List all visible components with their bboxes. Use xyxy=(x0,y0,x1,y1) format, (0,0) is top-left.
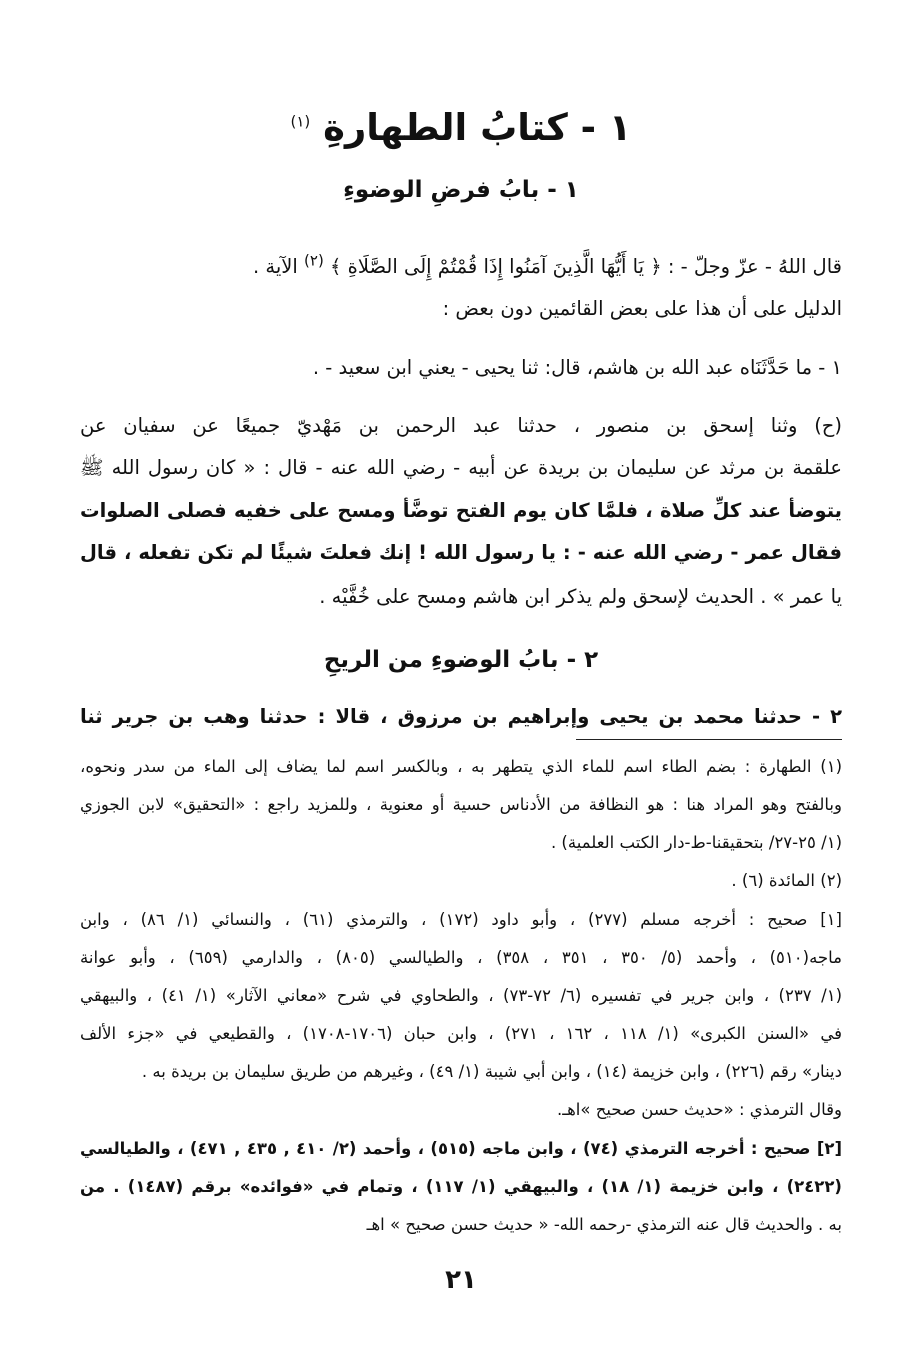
note-1-line: في «السنن الكبرى» (١/ ١١٨ ، ١٦٢ ، ٢٧١) ، وابن حبان (١٧٠٦-١٧٠٨) ، والقطيعي في «جزء الألف xyxy=(80,1024,842,1043)
note-2-line: [٢] صحيح : أخرجه الترمذي (٧٤) ، وابن ماجه (٥١٥) ، وأحمد (٢/ ٤١٠ , ٤٣٥ , ٤٧١) ، والطيالسي xyxy=(80,1139,842,1158)
note-1-line: وقال الترمذي : «حديث حسن صحيح »اهـ. xyxy=(557,1100,842,1119)
section-title-1: ١ - بابُ فرضِ الوضوءِ xyxy=(343,177,579,203)
book-page xyxy=(80,0,842,1372)
chapter-footnote-ref: (١) xyxy=(290,112,311,131)
page-number: ٢١ xyxy=(445,1265,477,1295)
chapter-title-text: ١ - كتابُ الطهارةِ xyxy=(323,106,632,149)
intro-line-2: الدليل على أن هذا على بعض القائمين دون بعض : xyxy=(442,297,842,320)
note-1-line: ماجه(٥١٠) ، وأحمد (٥/ ٣٥٠ ، ٣٥١ ، ٣٥٨) ، والطيالسي (٨٠٥) ، والدارمي (٦٥٩) ، وأبو عوانة xyxy=(80,948,842,967)
chapter-title xyxy=(80,98,842,158)
hadith-1-head: ١ - ما حَدَّثَنَاه عبد الله بن هاشم، قال: ثنا يحيى - يعني ابن سعيد - . xyxy=(312,356,842,379)
footnote-1-line: وبالفتح وهو المراد هنا : هو النظافة من الأدناس حسية أو معنوية ، وللمزيد راجع : «التحقيق» لابن الجوزي xyxy=(80,795,842,814)
note-1-line: دينار» رقم (٢٢٦) ، وابن خزيمة (١٤) ، وابن أبي شيبة (١/ ٤٩) ، وغيرهم من طريق سليمان بن بريدة به . xyxy=(141,1062,842,1081)
note-2-line: به . والحديث قال عنه الترمذي -رحمه الله- « حديث حسن صحيح » اهـ xyxy=(366,1215,842,1234)
footnote-1-line: (١/ ٢٥-٢٧/ بتحقيقنا-ط-دار الكتب العلمية) . xyxy=(550,833,842,852)
verse-line xyxy=(80,250,842,284)
note-2-line: (٢٤٢٢) ، وابن خزيمة (١/ ١٨) ، والبيهقي (١/ ١١٧) ، وتمام في «فوائده» برقم (١٤٨٧) . من xyxy=(80,1177,842,1196)
verse-end: الآية . xyxy=(253,255,298,278)
note-1-line: [١] صحيح : أخرجه مسلم (٢٧٧) ، وأبو داود (١٧٢) ، والترمذي (٦١) ، والنسائي (١/ ٨٦) ، وابن xyxy=(80,910,842,929)
hadith-1-line: يا عمر » . الحديث لإسحق ولم يذكر ابن هاشم ومسح على خُفَّيْه . xyxy=(319,585,842,608)
note-1-line: (١/ ٢٣٧) ، وابن جرير في تفسيره (٦/ ٧٢-٧٣) ، والطحاوي في شرح «معاني الآثار» (١/ ٤١) ، والبيهقي xyxy=(80,986,842,1005)
hadith-1-line: فقال عمر - رضي الله عنه - : يا رسول الله ! إنك فعلتَ شيئًا لم تكن تفعله ، قال xyxy=(80,541,842,564)
footnote-1-line: (١) الطهارة : بضم الطاء اسم للماء الذي يتطهر به ، وبالكسر اسم لما يضاف إلى الماء من سدر ونحوه، xyxy=(80,757,842,776)
hadith-1-line: (ح) وثنا إسحق بن منصور ، حدثنا عبد الرحمن بن مَهْديّ جميعًا عن سفيان عن xyxy=(80,414,842,437)
section-title-2: ٢ - بابُ الوضوءِ من الريحِ xyxy=(323,647,599,673)
verse-footnote-ref: (٢) xyxy=(304,251,324,270)
footnote-2: (٢) المائدة (٦) . xyxy=(731,871,842,890)
hadith-2-head: ٢ - حدثنا محمد بن يحيى وإبراهيم بن مرزوق ، قالا : حدثنا وهب بن جرير ثنا xyxy=(80,705,842,728)
verse-text: قال اللهُ - عزّ وجلّ - : ﴿ يَا أَيُّهَا الَّذِينَ آمَنُوا إِذَا قُمْتُمْ إِلَى الصَّلَاةِ ﴾ xyxy=(330,255,842,278)
hadith-1-line: علقمة بن مرثد عن سليمان بن بريدة عن أبيه - رضي الله عنه - قال : « كان رسول الله ﷺ xyxy=(80,456,842,479)
hadith-1-line: يتوضأ عند كلِّ صلاة ، فلمَّا كان يوم الفتح توضَّأ ومسح على خفيه فصلى الصلوات xyxy=(80,499,842,522)
footnote-divider xyxy=(576,739,842,740)
